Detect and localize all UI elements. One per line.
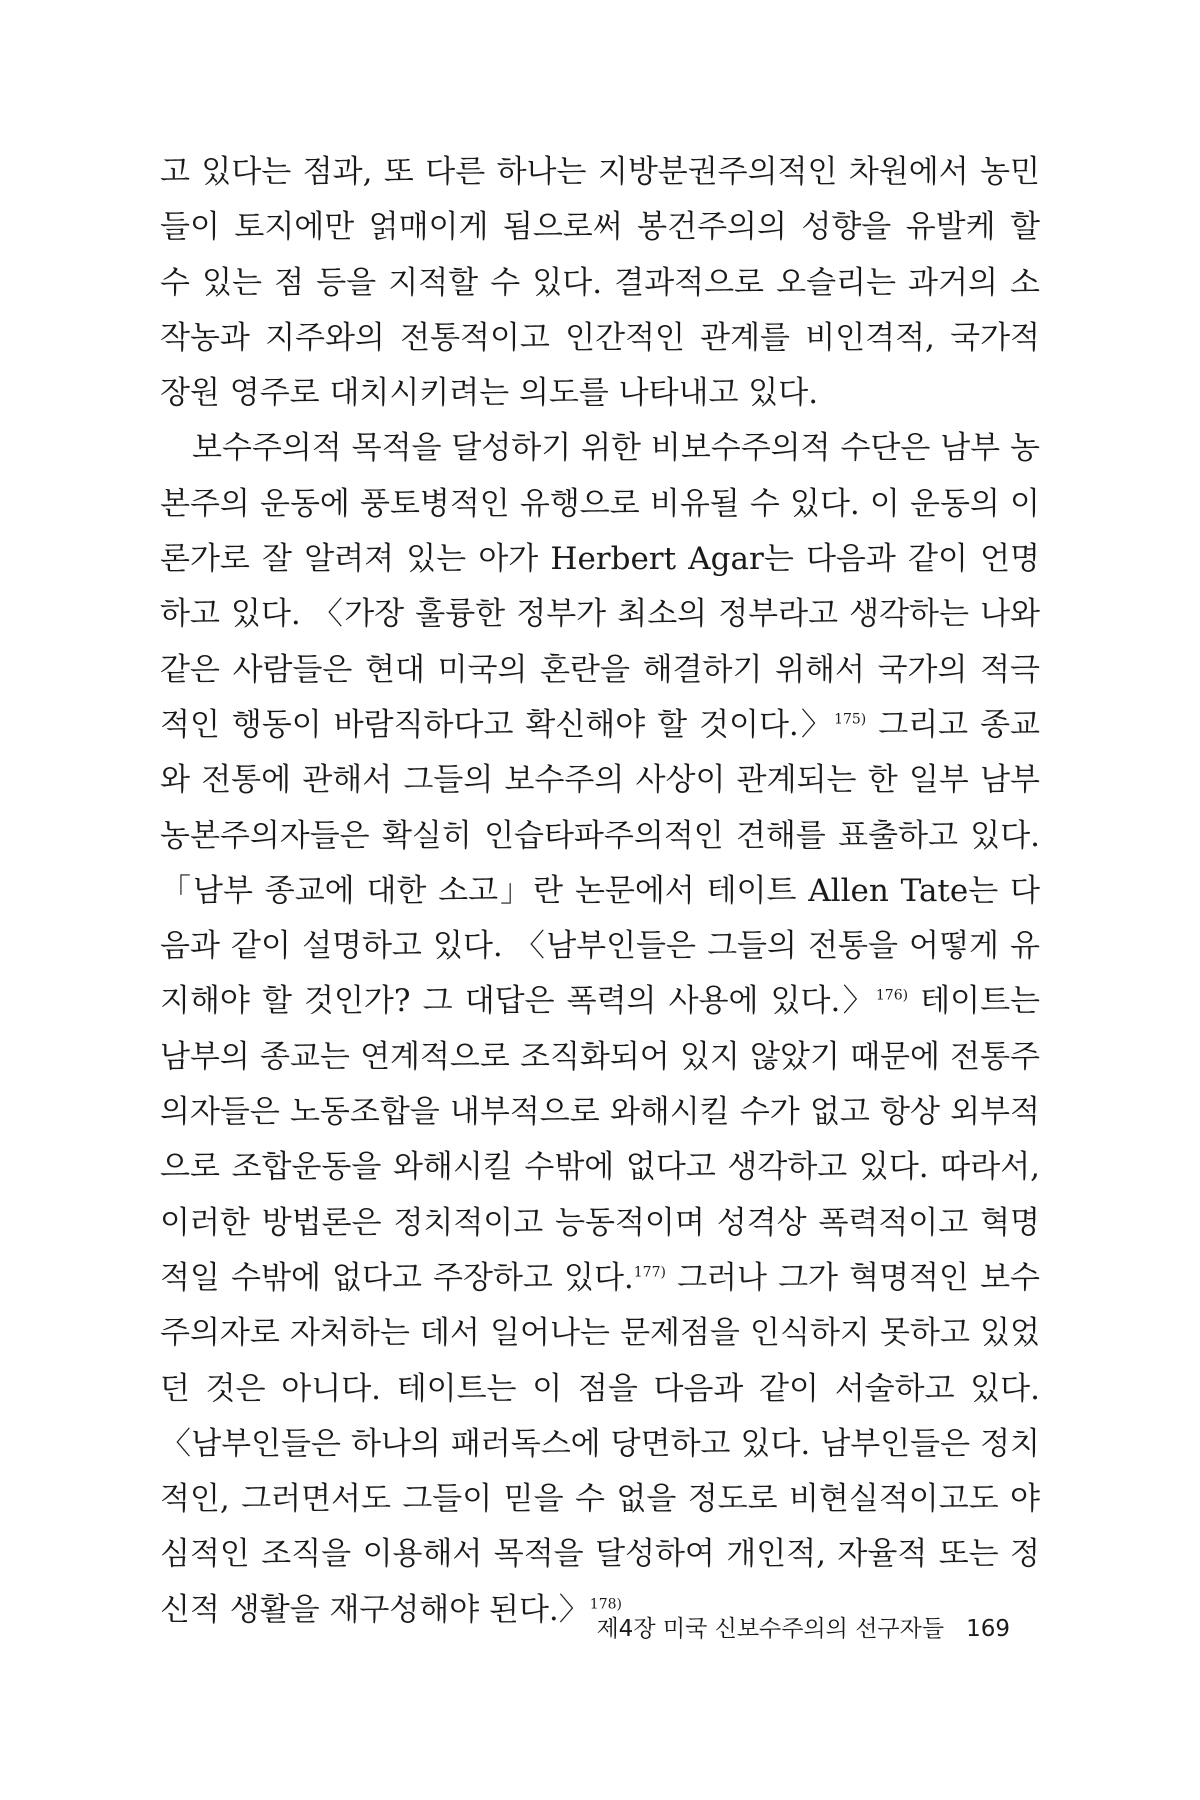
footnote-ref-177: 177) bbox=[633, 1264, 666, 1281]
page-number: 169 bbox=[966, 1616, 1010, 1642]
running-footer bbox=[596, 1610, 1010, 1643]
paragraph-2 bbox=[160, 421, 1040, 1638]
footnote-ref-178: 178) bbox=[589, 1596, 622, 1613]
paragraph-2-text-d: 그러나 그가 혁명적인 보수주의자로 자처하는 데서 일어나는 문제점을 인식하지 못하고 있었던 것은 아니다. 테이트는 이 점을 다음과 같이 서술하고 있다. 〈남부인들은 하나의 패러독스에 당면하고 있다. 남부인들은 정치적인, 그러면서도 그들이 믿을 수 없을 정도로 비현실적이고도 야심적인 조직을 이용해서 목적을 달성하여 개인적, 자율적 또는 정신적 생활을 재구성해야 된다.〉 bbox=[160, 1259, 1040, 1628]
paragraph-2-text-a: 보수주의적 목적을 달성하기 위한 비보수주의적 수단은 남부 농본주의 운동에 풍토병적인 유행으로 비유될 수 있다. 이 운동의 이론가로 잘 알려져 있는 아가 Herbert Agar는 다음과 같이 언명하고 있다. 〈가장 훌륭한 정부가 최소의 정부라고 생각하는 나와 같은 사람들은 현대 미국의 혼란을 해결하기 위해서 국가의 적극적인 행동이 바람직하다고 확신해야 할 것이다.〉 bbox=[160, 430, 1040, 743]
paragraph-2-text-b: 그리고 종교와 전통에 관해서 그들의 보수주의 사상이 관계되는 한 일부 남부 농본주의자들은 확실히 인습타파주의적인 견해를 표출하고 있다. 「남부 종교에 대한 소고」란 논문에서 테이트 Allen Tate는 다음과 같이 설명하고 있다. 〈남부인들은 그들의 전통을 어떻게 유지해야 할 것인가? 그 대답은 폭력의 사용에 있다.〉 bbox=[160, 706, 1040, 1020]
body-text bbox=[160, 145, 1040, 1638]
paragraph-1 bbox=[160, 145, 1040, 421]
footnote-ref-176: 176) bbox=[875, 988, 909, 1005]
chapter-title: 제4장 미국 신보수주의의 선구자들 bbox=[596, 1616, 945, 1642]
paragraph-2-text-c: 테이트는 남부의 종교는 연계적으로 조직화되어 있지 않았기 때문에 전통주의자들은 노동조합을 내부적으로 와해시킬 수가 없고 항상 외부적으로 조합운동을 와해시킬 수밖에 없다고 생각하고 있다. 따라서, 이러한 방법론은 정치적이고 능동적이며 성격상 폭력적이고 혁명적일 수밖에 없다고 주장하고 있다. bbox=[160, 983, 1040, 1296]
paragraph-1-text: 고 있다는 점과, 또 다른 하나는 지방분권주의적인 차원에서 농민들이 토지에만 얽매이게 됨으로써 봉건주의의 성향을 유발케 할 수 있는 점 등을 지적할 수 있다. 결과적으로 오슬리는 과거의 소작농과 지주와의 전통적이고 인간적인 관계를 비인격적, 국가적 장원 영주로 대치시키려는 의도를 나타내고 있다. bbox=[160, 154, 1040, 412]
footnote-ref-175: 175) bbox=[834, 711, 867, 728]
